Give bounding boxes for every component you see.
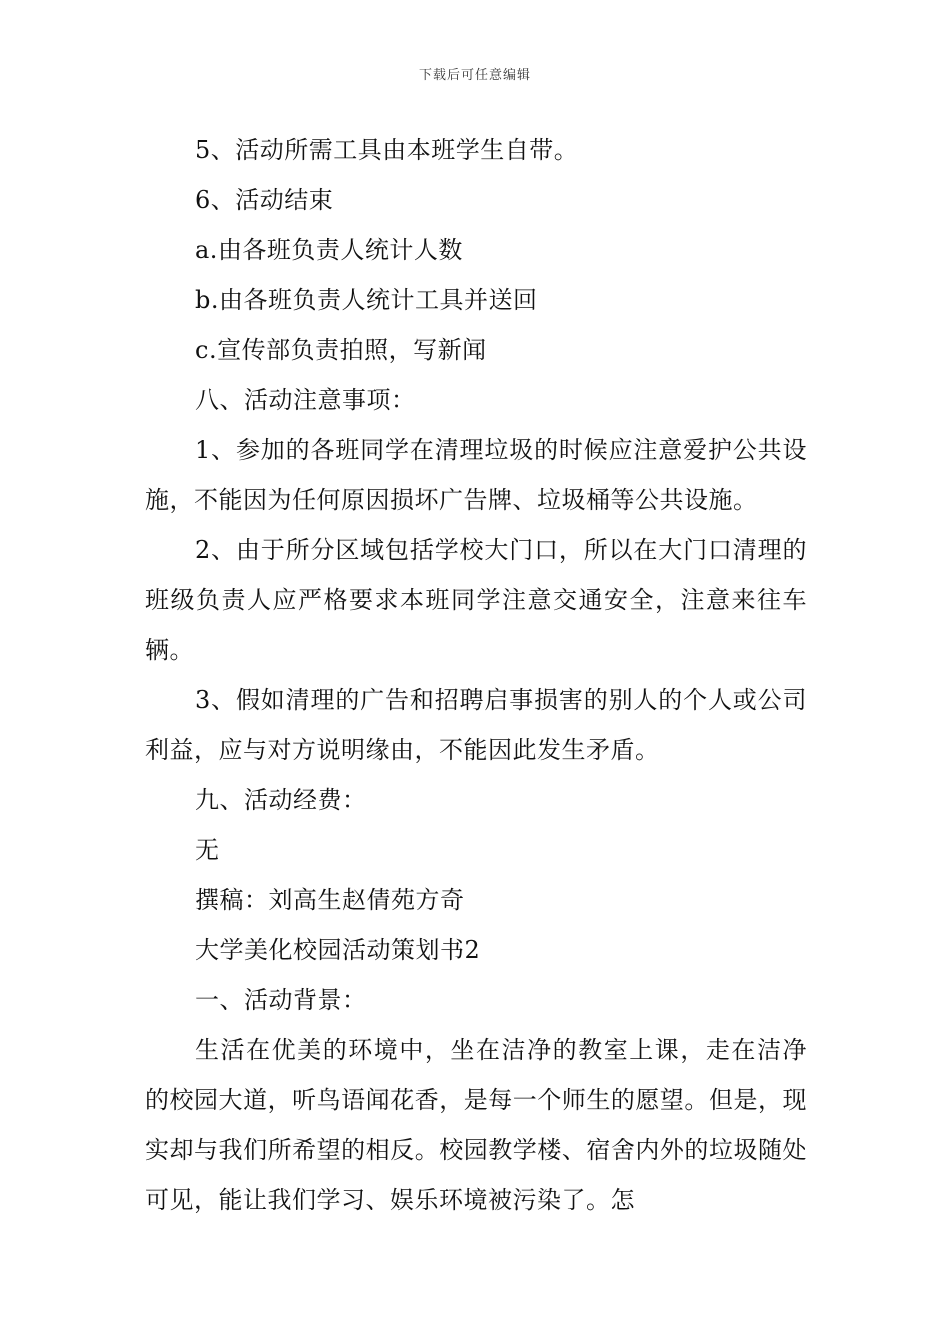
document-subtitle: 大学美化校园活动策划书2 [195,936,481,964]
paragraph-background: 生活在优美的环境中，坐在洁净的教室上课，走在洁净的校园大道，听鸟语闻花香，是每一个师生的愿望。但是，现实却与我们所希望的相反。校园教学楼、宿舍内外的垃圾随处可见，能让我们学习、娱乐环境被污染了。怎 [145,1036,807,1214]
section-heading-notes: 八、活动注意事项： [195,386,416,414]
paragraph-count-people: a.由各班负责人统计人数 [195,236,463,264]
paragraph-tools: 5、活动所需工具由本班学生自带。 [195,136,579,164]
section-heading-funding: 九、活动经费： [195,786,367,814]
section-heading-background: 一、活动背景： [195,986,367,1014]
paragraph-note-2: 2、由于所分区域包括学校大门口，所以在大门口清理的班级负责人应严格要求本班同学注意交通安全，注意来往车辆。 [145,536,807,664]
paragraph-note-1: 1、参加的各班同学在清理垃圾的时候应注意爱护公共设施，不能因为任何原因损坏广告牌、垃圾桶等公共设施。 [145,436,807,514]
paragraph-funding-none: 无 [195,836,220,864]
document-body [145,125,807,1225]
paragraph-photo-news: c.宣传部负责拍照，写新闻 [195,336,487,364]
paragraph-note-3: 3、假如清理的广告和招聘启事损害的别人的个人或公司利益，应与对方说明缘由，不能因此发生矛盾。 [145,686,807,764]
paragraph-return-tools: b.由各班负责人统计工具并送回 [195,286,538,314]
page-header-note: 下载后可任意编辑 [418,68,531,83]
paragraph-author: 撰稿：刘高生赵倩苑方奇 [195,886,465,914]
paragraph-activity-end: 6、活动结束 [195,186,334,214]
